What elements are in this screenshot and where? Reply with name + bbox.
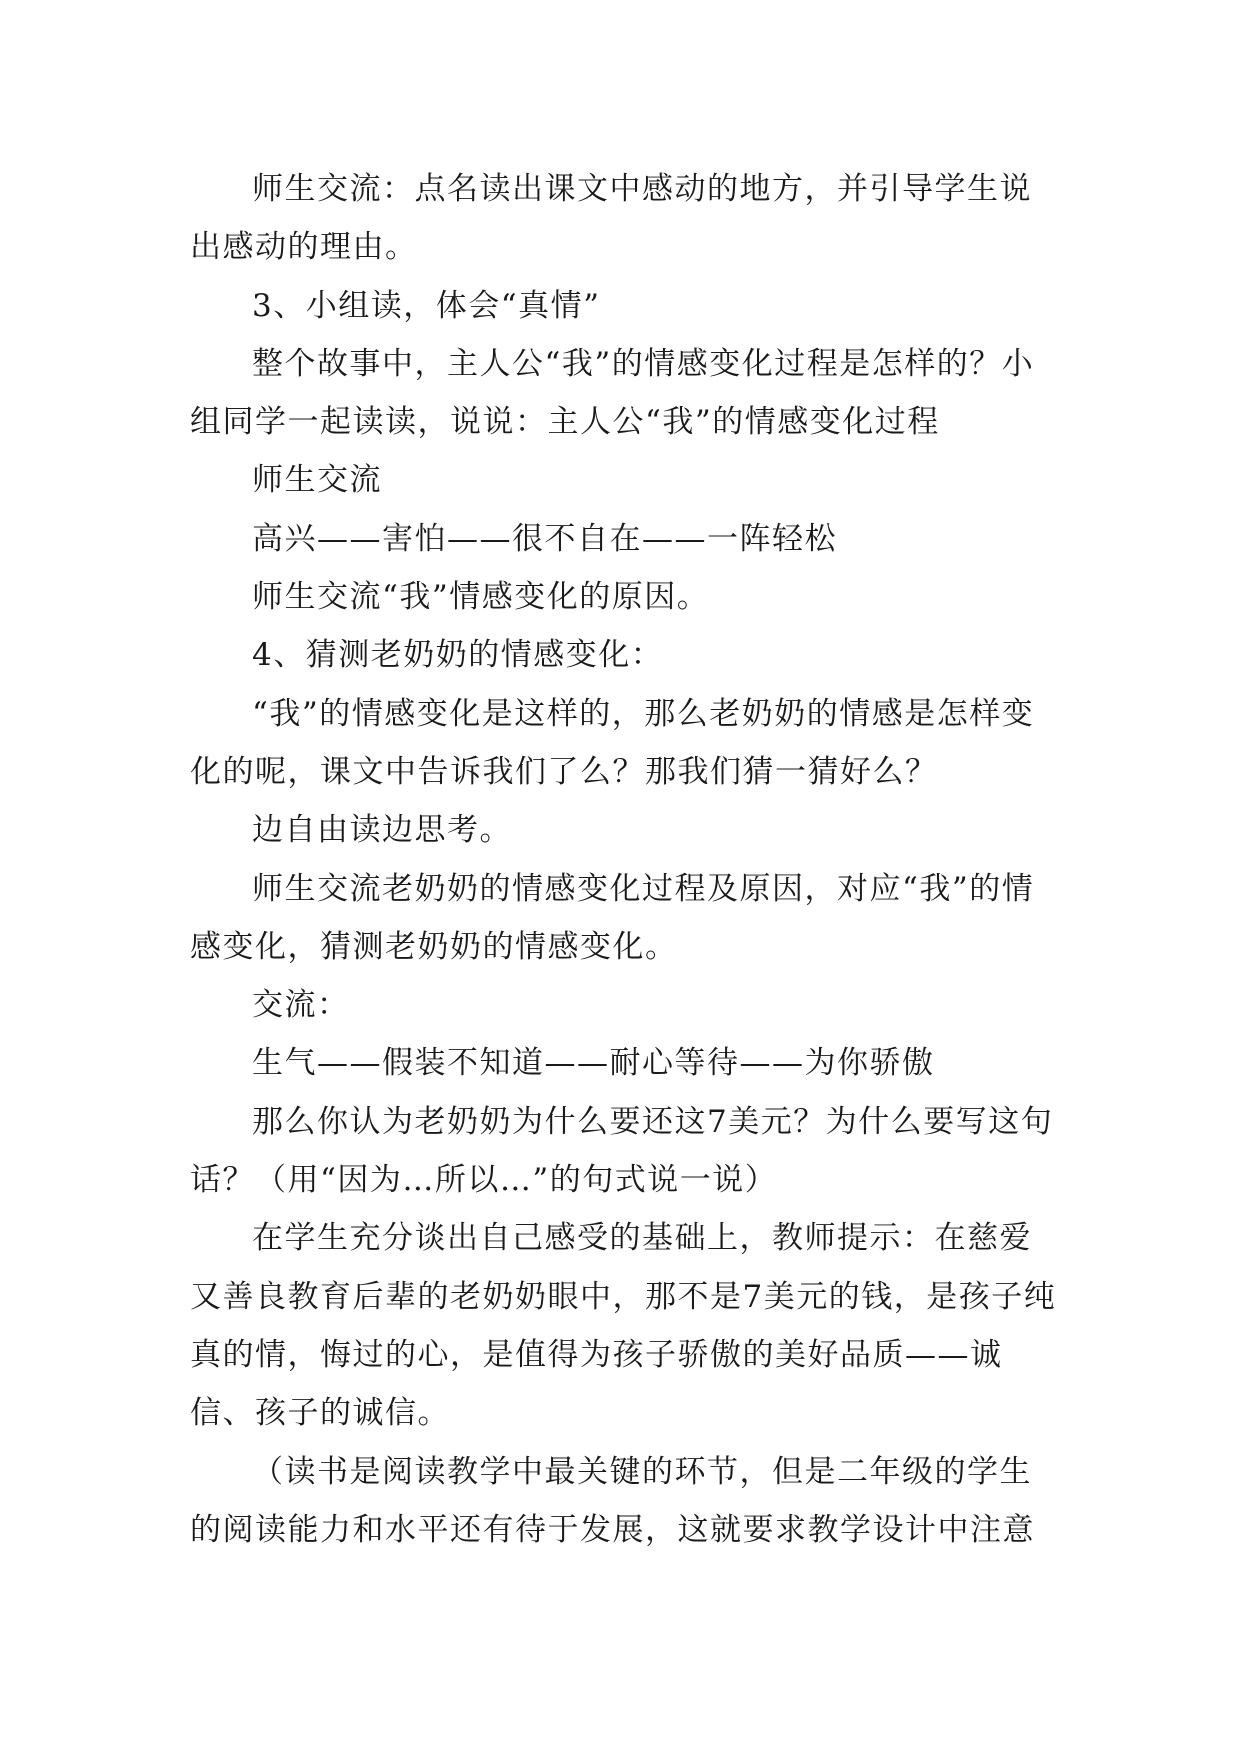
paragraph: 在学生充分谈出自己感受的基础上，教师提示：在慈爱又善良教育后辈的老奶奶眼中，那不是7美元的钱，是孩子纯真的情，悔过的心，是值得为孩子骄傲的美好品质——诚信、孩子的诚信。 [190,1220,1057,1432]
paragraph: 那么你认为老奶奶为什么要还这7美元？为什么要写这句话？（用“因为…所以…”的句式说一说） [190,1103,1054,1199]
paragraph: （读书是阅读教学中最关键的环节，但是二年级的学生的阅读能力和水平还有待于发展，这就要求教学设计中注意 [190,1453,1035,1548]
paragraph: 整个故事中，主人公“我”的情感变化过程是怎样的？小组同学一起读读，说说：主人公“我”的情感变化过程 [190,345,1035,441]
paragraph: 3、小组读，体会“真情” [252,287,601,324]
paragraph: 师生交流“我”情感变化的原因。 [252,579,710,616]
paragraph: 边自由读边思考。 [252,812,512,849]
paragraph: 师生交流 [252,462,382,499]
paragraph: 师生交流：点名读出课文中感动的地方，并引导学生说出感动的理由。 [190,171,1032,266]
paragraph: 师生交流老奶奶的情感变化过程及原因，对应“我”的情感变化，猜测老奶奶的情感变化。 [190,870,1035,965]
paragraph: “我”的情感变化是这样的，那么老奶奶的情感是怎样变化的呢，课文中告诉我们了么？那我们猜一猜好么？ [190,695,1035,790]
paragraph: 交流： [252,987,350,1024]
paragraph: 生气——假装不知道——耐心等待——为你骄傲 [252,1045,935,1082]
paragraph: 4、猜测老奶奶的情感变化： [252,637,664,674]
document-body [190,160,1060,1559]
paragraph: 高兴——害怕——很不自在——一阵轻松 [252,520,837,557]
